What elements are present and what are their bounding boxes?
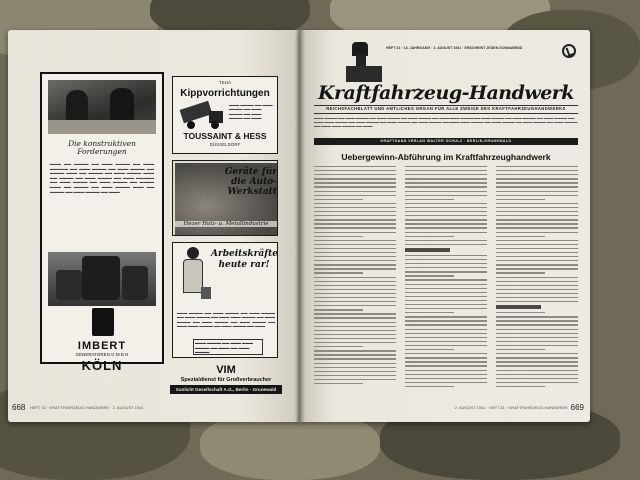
article-text-line [314, 186, 396, 187]
article-headline: Uebergewinn-Abführung im Kraftfahrzeughandwerk [341, 152, 551, 162]
article-text-line [314, 281, 396, 282]
masthead-info-text: ▬▬▬ ▬▬▬▬ ▬▬ ▬▬▬ ▬▬▬▬ ▬▬ ▬▬▬ ▬▬▬▬ ▬▬ ▬▬▬ ▬▬▬▬ ▬▬ ▬▬▬ ▬▬▬ ▬▬▬▬ ▬▬ ▬▬▬ ▬▬▬▬ ▬▬ ▬▬▬ ▬▬▬▬ ▬▬ ▬▬▬ ▬▬▬▬ ▬▬ ▬▬▬ ▬▬▬ ▬▬▬▬ ▬▬ ▬▬▬ ▬▬▬▬ ▬▬ ▬▬▬ ▬▬▬▬ ▬▬ ▬▬▬ ▬▬▬▬ ▬▬ ▬▬▬ ▬▬▬ ▬▬▬▬ ▬▬ ▬▬▬ ▬▬▬▬ ▬▬ ▬▬▬ ▬▬▬▬ ▬▬ ▬▬▬ ▬▬▬▬ ▬▬ ▬▬▬ ▬▬▬ ▬▬▬▬ ▬▬ ▬▬▬ [314, 116, 578, 129]
article-text-line [496, 264, 578, 265]
imbert-advert [40, 72, 164, 373]
article-text-line [496, 203, 578, 204]
article-text-line [496, 215, 578, 216]
article-text-line [405, 240, 487, 241]
article-text-line [405, 223, 487, 224]
article-text-line [314, 207, 396, 208]
masthead-rule [314, 113, 578, 114]
imbert-headline: Die konstruktiven Forderungen [68, 139, 136, 156]
article-column [405, 166, 487, 390]
article-text-line [405, 174, 487, 175]
article-text-line [496, 166, 578, 167]
article-text-line [496, 386, 545, 387]
article-text-line [314, 367, 396, 368]
article-text-line [496, 248, 578, 249]
article-text-line [314, 236, 363, 237]
article-text-line [405, 267, 487, 268]
article-text-line [405, 324, 487, 325]
article-text-line [496, 329, 578, 330]
article-text-line [314, 174, 396, 175]
article-text-line [405, 166, 487, 167]
article-text-line [496, 232, 578, 233]
imbert-photo [48, 80, 156, 134]
article-text-line [405, 203, 487, 204]
vim-title: VIM [216, 364, 236, 376]
article-text-line [405, 215, 487, 216]
article-text-line [314, 289, 396, 290]
generator-photo [48, 252, 156, 306]
article-text-line [496, 240, 578, 241]
article-text-line [496, 285, 578, 286]
vim-company-bar: Sunlicht Gesellschaft A.G., Berlin · Grunewald [170, 385, 282, 394]
article-text-line [314, 211, 396, 212]
article-text-line [314, 195, 396, 196]
article-text-line [314, 232, 396, 233]
article-text-line [496, 345, 578, 346]
right-page [300, 30, 590, 422]
left-page-footer: HEFT 31 · KRAFTFAHRZEUG-HANDWERK · 2. AUGUST 1941 [30, 405, 144, 410]
article-text-line [496, 272, 545, 273]
article-text-line [405, 236, 454, 237]
article-text-line [314, 334, 396, 335]
issue-line: HEFT 31 · 14. JAHRGANG · 2. AUGUST 1941 · ERSCHEINT JEDEN SONNABEND [386, 46, 523, 50]
article-text-line [496, 227, 578, 228]
article-text-line [405, 186, 487, 187]
article-text-line [496, 260, 578, 261]
article-text-line [405, 182, 487, 183]
article-text-line [314, 358, 396, 359]
article-text-line [405, 227, 487, 228]
article-text-line [405, 353, 487, 354]
article-subheading [496, 305, 541, 309]
article-text-line [496, 333, 578, 334]
article-text-line [405, 288, 487, 289]
article-text-line [405, 316, 487, 317]
article-text-line [405, 341, 487, 342]
article-text-line [496, 297, 578, 298]
article-text-line [314, 326, 396, 327]
article-text-line [314, 363, 396, 364]
article-text-line [405, 308, 487, 309]
article-text-line [405, 275, 454, 276]
article-text-line [496, 382, 578, 383]
article-text-line [314, 170, 396, 171]
article-text-line [405, 300, 487, 301]
publisher-bar: KRAFTHAND VERLAG WALTER SCHULZ · BERLIN-GRUNEWALD [314, 138, 578, 145]
article-text-line [405, 378, 487, 379]
article-text-line [314, 375, 396, 376]
article-text-line [314, 227, 396, 228]
article-text-line [405, 170, 487, 171]
article-column [496, 166, 578, 390]
article-text-line [496, 365, 578, 366]
article-text-line [314, 223, 396, 224]
article-text-line [496, 244, 578, 245]
article-text-line [496, 268, 578, 269]
article-text-line [496, 236, 545, 237]
article-text-line [405, 386, 454, 387]
article-text-line [496, 324, 578, 325]
article-text-line [405, 232, 487, 233]
gerate-footer: Hezer Holz- u. Metallindustrie [175, 221, 277, 227]
kipp-title: Kippvorrichtungen [180, 88, 270, 99]
article-text-line [314, 252, 396, 253]
spine-gutter [295, 30, 305, 422]
article-text-line [314, 268, 396, 269]
article-subheading [405, 248, 450, 252]
article-text-line [314, 297, 396, 298]
article-text-line [496, 293, 578, 294]
article-text-line [314, 293, 396, 294]
article-text-line [314, 354, 396, 355]
left-page [8, 30, 300, 422]
article-text-line [405, 329, 487, 330]
article-text-line [405, 296, 487, 297]
article-text-line [405, 312, 454, 313]
article-text-line [314, 203, 396, 204]
article-text-line [405, 219, 487, 220]
article-text-line [314, 383, 363, 384]
article-text-line [405, 279, 487, 280]
article-text-line [405, 199, 454, 200]
article-text-line [314, 199, 363, 200]
article-text-line [405, 357, 487, 358]
article-text-line [314, 277, 396, 278]
article-text-line [314, 301, 396, 302]
gerate-advert [172, 160, 278, 236]
article-text-line [314, 285, 396, 286]
article-text-line [496, 301, 578, 302]
article-text-line [405, 244, 487, 245]
article-text-line [405, 207, 487, 208]
kipp-city: DÜSSELDORF [209, 142, 241, 147]
article-text-line [314, 248, 396, 249]
article-text-line [405, 195, 487, 196]
article-text-line [314, 330, 396, 331]
tipper-truck-icon [181, 103, 225, 129]
article-text-line [496, 312, 545, 313]
article-text-line [405, 211, 487, 212]
article-text-line [314, 379, 396, 380]
article-text-line [496, 174, 578, 175]
kipp-brand: TEHA [218, 80, 231, 85]
article-text-line [496, 374, 578, 375]
article-text-line [405, 361, 487, 362]
article-text-line [405, 320, 487, 321]
article-text-line [314, 305, 396, 306]
article-text-line [314, 322, 396, 323]
article-text-line [314, 371, 396, 372]
article-text-line [496, 219, 578, 220]
article-text-line [405, 284, 487, 285]
article-text-line [314, 256, 396, 257]
imbert-body-text: ▬▬▬ ▬▬ ▬▬▬▬ ▬▬ ▬▬▬ ▬▬▬▬ ▬▬ ▬▬▬ ▬▬▬▬▬ ▬▬ ▬▬▬ ▬▬▬▬ ▬▬ ▬▬▬ ▬▬▬▬ ▬▬ ▬▬▬▬ ▬▬▬ ▬▬ ▬▬▬▬ ▬▬ ▬▬▬ ▬▬▬▬ ▬▬▬ ▬▬ ▬▬▬▬ ▬▬ ▬▬▬ ▬▬▬▬ ▬▬ ▬▬▬ ▬▬▬▬▬ ▬▬ ▬▬▬ ▬▬▬▬ ▬▬ ▬▬▬ ▬▬▬▬ ▬▬ ▬▬▬▬ ▬▬▬ ▬▬ ▬▬▬▬ ▬▬ ▬▬▬ ▬▬▬▬ ▬▬▬ ▬▬ ▬▬▬▬ ▬▬ ▬▬▬ ▬▬▬▬ ▬▬ ▬▬▬ [50, 162, 154, 194]
generator-canister [92, 308, 114, 336]
kipp-company: TOUSSAINT & HESS [183, 131, 267, 141]
article-text-line [496, 277, 578, 278]
kipp-text: ▬▬▬ ▬▬▬▬ ▬▬ ▬▬▬ ▬▬▬▬ ▬▬ ▬▬▬ ▬▬▬▬ ▬▬ ▬▬▬ ▬▬▬▬ ▬▬ ▬▬▬ [229, 103, 273, 121]
article-text-line [405, 255, 487, 256]
article-text-line [496, 199, 545, 200]
article-text-line [314, 342, 396, 343]
article-text-line [405, 333, 487, 334]
article-text-line [496, 186, 578, 187]
article-text-line [314, 338, 396, 339]
right-page-footer: 2. AUGUST 1941 · HEFT 31 · KRAFTFAHRZEUG-HANDWERK [454, 405, 568, 410]
article-text-line [405, 263, 487, 264]
article-text-line [496, 182, 578, 183]
vim-advert [170, 364, 282, 394]
article-text-line [496, 337, 578, 338]
article-text-line [496, 289, 578, 290]
article-text-line [405, 304, 487, 305]
article-text-line [405, 259, 487, 260]
article-text-line [314, 215, 396, 216]
magazine-spread [8, 30, 590, 422]
masthead-subtitle: REICHSFACHBLATT UND AMTLICHES ORGAN FÜR ALLE ZWEIGE DES KRAFTFAHRZEUGHANDWERKS [326, 106, 566, 111]
article-text-line [314, 317, 396, 318]
article-text-line [496, 252, 578, 253]
article-text-line [314, 309, 363, 310]
imbert-city: KÖLN [81, 358, 123, 373]
article-text-line [405, 365, 487, 366]
kippvorrichtungen-advert [172, 76, 278, 154]
article-text-line [496, 281, 578, 282]
article-text-line [314, 240, 396, 241]
article-text-line [405, 349, 454, 350]
arbeit-text: ▬▬▬ ▬▬▬▬ ▬▬ ▬▬▬ ▬▬▬▬ ▬▬ ▬▬▬ ▬▬▬▬ ▬▬ ▬▬▬ ▬▬▬▬ ▬▬ ▬▬▬ ▬▬▬ ▬▬▬▬ ▬▬ ▬▬▬ ▬▬▬▬ ▬▬ ▬▬▬ ▬▬▬▬ ▬▬ ▬▬▬ ▬▬▬▬ ▬▬ ▬▬▬ ▬▬▬ ▬▬▬▬ ▬▬ ▬▬▬ ▬▬▬▬ ▬▬ ▬▬▬ [177, 311, 275, 328]
arbeit-price-box: ▬▬▬ ▬▬▬▬ ▬▬ ▬▬▬ ▬▬▬ ▬▬▬▬ ▬▬ ▬▬▬ ▬▬ ▬▬▬ ▬▬▬▬ [193, 339, 263, 355]
article-text-line [496, 353, 578, 354]
article-text-line [496, 195, 578, 196]
article-text-line [405, 345, 487, 346]
left-page-number: 668 [12, 403, 26, 412]
article-column [314, 166, 396, 387]
article-text-line [405, 292, 487, 293]
article-text-line [496, 341, 578, 342]
right-page-number: 669 [570, 403, 584, 412]
article-text-line [314, 166, 396, 167]
article-text-line [314, 219, 396, 220]
article-text-line [314, 264, 396, 265]
imbert-name: IMBERT [77, 340, 127, 352]
article-text-line [314, 244, 396, 245]
article-text-line [405, 191, 487, 192]
fist-wrench-logo-icon [346, 42, 384, 84]
article-text-line [496, 256, 578, 257]
arbeitskrafte-advert [172, 242, 278, 358]
article-text-line [496, 178, 578, 179]
article-text-line [496, 320, 578, 321]
article-text-line [314, 313, 396, 314]
article-text-line [496, 357, 578, 358]
article-text-line [314, 191, 396, 192]
article-text-line [405, 370, 487, 371]
masthead-title: Kraftfahrzeug-Handwerk [318, 82, 574, 104]
vim-subtitle: Spezialdienst für Großverbraucher [180, 377, 272, 383]
article-text-line [314, 178, 396, 179]
article-text-line [496, 191, 578, 192]
article-text-line [314, 260, 396, 261]
article-text-line [496, 361, 578, 362]
gerate-title: Geräte für die Auto-Werkstatt [224, 167, 277, 197]
article-text-line [496, 370, 578, 371]
article-text-line [405, 337, 487, 338]
article-text-line [496, 378, 578, 379]
article-text-line [405, 271, 487, 272]
arbeit-title: Arbeitskräfte heute rar! [211, 249, 278, 270]
worker-figure-icon [177, 247, 211, 307]
article-text-line [496, 211, 578, 212]
article-text-line [314, 182, 396, 183]
article-text-line [496, 170, 578, 171]
article-text-line [314, 272, 363, 273]
article-text-line [496, 316, 578, 317]
article-text-line [314, 346, 363, 347]
imbert-subline: GENERATOREN G M B H [75, 352, 129, 357]
article-text-line [405, 382, 487, 383]
article-text-line [405, 374, 487, 375]
article-text-line [496, 207, 578, 208]
article-text-line [496, 223, 578, 224]
article-text-line [405, 178, 487, 179]
circle-emblem-icon [562, 44, 576, 58]
article-text-line [314, 350, 396, 351]
article-text-line [496, 349, 545, 350]
